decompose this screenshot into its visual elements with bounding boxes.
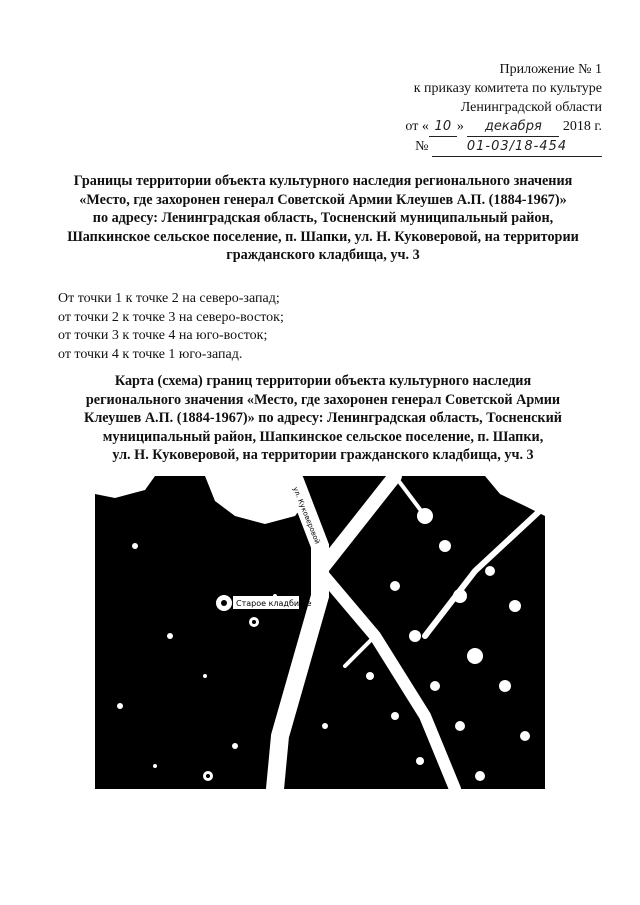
- boundary-point-item: От точки 1 к точке 2 на северо-запад;: [58, 291, 280, 306]
- map-title-line: Карта (схема) границ территории объекта культурного наследия: [114, 373, 532, 389]
- satellite-map-scheme: [95, 476, 545, 789]
- appendix-header: [342, 60, 602, 157]
- date-quote-close: »: [456, 119, 464, 134]
- map-title-line: регионального значения «Место, где захоронен генерал Советской Армии: [85, 391, 561, 408]
- title-line: Границы территории объекта культурного наследия регионального значения: [73, 173, 573, 189]
- order-date-line: [342, 117, 602, 137]
- appendix-region: Ленинградской области: [460, 100, 602, 115]
- title-line: по адресу: Ленинградская область, Тосненский муниципальный район,: [92, 210, 554, 226]
- date-day-handwritten: 10: [429, 117, 457, 137]
- document-title: [40, 172, 606, 265]
- street-label-top: ул. Куковеровой: [291, 485, 322, 546]
- title-line: Шапкинское сельское поселение, п. Шапки, ул. Н. Куковеровой, на территории: [67, 228, 579, 245]
- title-line: «Место, где захоронен генерал Советской Армии Клеушев А.П. (1884-1967)»: [79, 191, 567, 208]
- order-number-line: [342, 137, 602, 157]
- map-title-line: ул. Н. Куковеровой, на территории гражданского кладбища, уч. 3: [112, 447, 534, 463]
- boundary-point-item: от точки 2 к точке 3 на северо-восток;: [58, 309, 284, 325]
- map-title-line: Клеушев А.П. (1884-1967)» по адресу: Ленинградская область, Тосненский: [84, 410, 562, 426]
- map-drawing: [95, 476, 545, 789]
- title-line: гражданского кладбища, уч. 3: [226, 247, 420, 263]
- date-year: 2018 г.: [562, 119, 602, 134]
- order-number-handwritten: 01-03/18-454: [432, 137, 602, 157]
- appendix-title: Приложение № 1: [499, 62, 602, 77]
- street-label: ул. Нади Куковеровой: [299, 628, 333, 709]
- map-title: [40, 372, 606, 465]
- boundary-point-item: от точки 3 к точке 4 на юго-восток;: [58, 328, 268, 343]
- date-month-handwritten: декабря: [467, 117, 559, 137]
- number-prefix: №: [415, 139, 429, 154]
- date-prefix: от «: [405, 119, 429, 134]
- appendix-order-ref: к приказу комитета по культуре: [413, 81, 602, 96]
- boundary-points-list: [58, 290, 578, 364]
- place-label: Старое кладбище: [236, 599, 312, 608]
- boundary-point-item: от точки 4 к точке 1 юго-запад.: [58, 346, 243, 362]
- map-title-line: муниципальный район, Шапкинское сельское поселение, п. Шапки,: [102, 428, 544, 445]
